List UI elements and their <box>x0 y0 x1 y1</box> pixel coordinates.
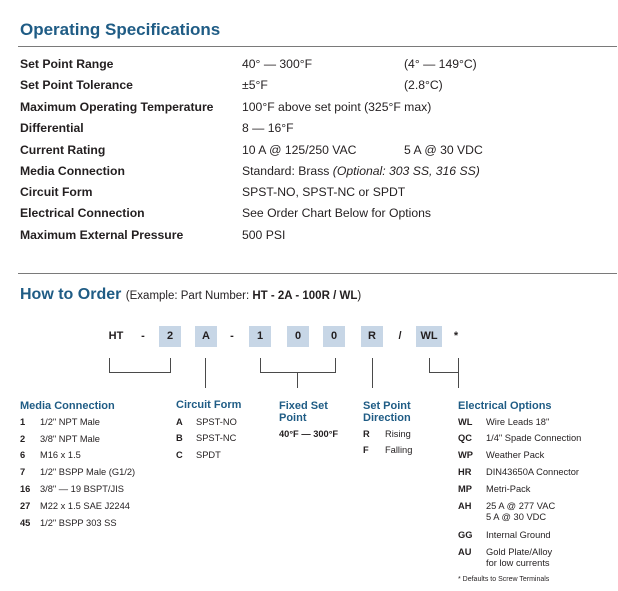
spec-label: Maximum Operating Temperature <box>20 100 214 114</box>
example-prefix: (Example: Part Number: <box>125 290 253 302</box>
option-code: MP <box>458 484 472 494</box>
option-code: WP <box>458 450 473 460</box>
part-box-electrical: WL <box>416 326 442 347</box>
option-code: 7 <box>20 467 26 477</box>
option-code: AU <box>458 547 472 557</box>
option-desc: Falling <box>385 445 413 455</box>
connector-circuit <box>205 358 206 388</box>
spec-value-metric: (2.8°C) <box>404 78 443 92</box>
option-code: HR <box>458 467 472 477</box>
option-code: R <box>363 429 370 439</box>
option-desc: Wire Leads 18" <box>486 417 550 427</box>
option-desc: 3/8" NPT Male <box>40 434 100 444</box>
option-desc: Rising <box>385 429 411 439</box>
connector-media <box>109 358 171 373</box>
option-desc: 1/2" BSPP 303 SS <box>40 518 117 528</box>
spec-label: Set Point Range <box>20 57 114 71</box>
fixed-set-point-range: 40°F — 300°F <box>279 429 339 439</box>
connector-electrical-drop <box>458 372 459 388</box>
footnote: * Defaults to Screw Terminals <box>458 576 550 583</box>
option-desc: SPST-NC <box>196 433 237 443</box>
option-desc: 1/2" NPT Male <box>40 417 100 427</box>
option-desc: Metri-Pack <box>486 484 531 494</box>
option-desc: 3/8" — 19 BSPT/JIS <box>40 484 124 494</box>
part-box-setpoint-1: 1 <box>249 326 271 347</box>
set-point-direction-title-1: Set Point <box>363 400 411 412</box>
part-box-direction: R <box>361 326 383 347</box>
electrical-options-title: Electrical Options <box>458 400 552 412</box>
spec-label: Differential <box>20 121 84 135</box>
part-slash: / <box>398 330 402 342</box>
connector-setpoint-drop <box>297 372 298 388</box>
part-box-setpoint-2: 0 <box>287 326 309 347</box>
spec-value: 100°F above set point (325°F max) <box>242 100 432 114</box>
spec-label: Media Connection <box>20 164 125 178</box>
connector-setpoint <box>260 358 336 373</box>
option-code: WL <box>458 417 473 427</box>
circuit-form-title: Circuit Form <box>176 399 242 411</box>
part-asterisk: * <box>453 330 459 342</box>
option-code: GG <box>458 530 473 540</box>
electrical-options-section <box>458 400 552 412</box>
option-desc: DIN43650A Connector <box>486 467 580 477</box>
option-desc: Internal Ground <box>486 530 551 540</box>
spec-label: Circuit Form <box>20 185 93 199</box>
option-code: AH <box>458 501 472 511</box>
title-divider <box>18 46 617 47</box>
option-code: 2 <box>20 434 26 444</box>
option-code: A <box>176 417 183 427</box>
spec-label: Electrical Connection <box>20 206 145 220</box>
option-desc: SPST-NO <box>196 417 237 427</box>
part-prefix: HT <box>108 330 124 342</box>
option-desc: SPDT <box>196 450 221 460</box>
spec-value: See Order Chart Below for Options <box>242 206 431 220</box>
option-code: 6 <box>20 450 26 460</box>
connector-electrical <box>429 358 459 373</box>
spec-value <box>242 164 480 178</box>
part-dash: - <box>141 330 145 342</box>
operating-specs-title: Operating Specifications <box>20 20 221 39</box>
how-to-order-title: How to Order <box>20 286 122 303</box>
option-desc: Weather Pack <box>486 450 545 460</box>
option-desc: 1/4" Spade Connection <box>486 433 582 443</box>
media-connection-section <box>20 400 115 412</box>
part-dash: - <box>230 330 234 342</box>
option-code: 1 <box>20 417 26 427</box>
option-desc-line2: for low currents <box>486 558 550 568</box>
circuit-form-section <box>176 399 241 411</box>
spec-label: Maximum External Pressure <box>20 228 184 242</box>
option-code: B <box>176 433 183 443</box>
spec-label: Current Rating <box>20 143 106 157</box>
spec-value-dc: 5 A @ 30 VDC <box>404 143 483 157</box>
set-point-direction-title-2: Direction <box>363 412 411 424</box>
connector-direction <box>372 358 373 388</box>
spec-label: Set Point Tolerance <box>20 78 133 92</box>
option-desc: 25 A @ 277 VAC <box>486 501 556 511</box>
option-desc-line2: 5 A @ 30 VDC <box>486 512 547 522</box>
example-suffix: ) <box>357 290 362 302</box>
spec-value: SPST-NO, SPST-NC or SPDT <box>242 185 406 199</box>
option-code: QC <box>458 433 472 443</box>
spec-value-optional: (Optional: 303 SS, 316 SS) <box>332 164 480 178</box>
spec-value: ±5°F <box>242 78 268 92</box>
fixed-set-point-title-1: Fixed Set <box>279 400 328 412</box>
option-code: 16 <box>20 484 31 494</box>
spec-value-metric: (4° — 149°C) <box>404 57 477 71</box>
spec-value-standard: Standard: Brass <box>242 164 333 178</box>
part-box-setpoint-3: 0 <box>323 326 345 347</box>
option-desc: Gold Plate/Alloy <box>486 547 553 557</box>
option-code: 45 <box>20 518 31 528</box>
how-to-order-heading <box>20 286 361 304</box>
option-code: 27 <box>20 501 31 511</box>
part-box-media: 2 <box>159 326 181 347</box>
option-code: C <box>176 450 183 460</box>
fixed-set-point-section <box>279 400 328 424</box>
set-point-direction-section <box>363 400 411 424</box>
media-connection-title: Media Connection <box>20 400 115 412</box>
part-box-circuit: A <box>195 326 217 347</box>
option-code: F <box>363 445 369 455</box>
spec-value: 500 PSI <box>242 228 286 242</box>
option-desc: M22 x 1.5 SAE J2244 <box>40 501 130 511</box>
spec-value: 10 A @ 125/250 VAC <box>242 143 357 157</box>
spec-value: 8 — 16°F <box>242 121 294 135</box>
option-desc: 1/2" BSPP Male (G1/2) <box>40 467 136 477</box>
option-desc: M16 x 1.5 <box>40 450 81 460</box>
fixed-set-point-title-2: Point <box>279 412 307 424</box>
example-part-number: HT - 2A - 100R / WL <box>252 290 358 302</box>
spec-value: 40° — 300°F <box>242 57 313 71</box>
section-divider <box>18 273 617 274</box>
